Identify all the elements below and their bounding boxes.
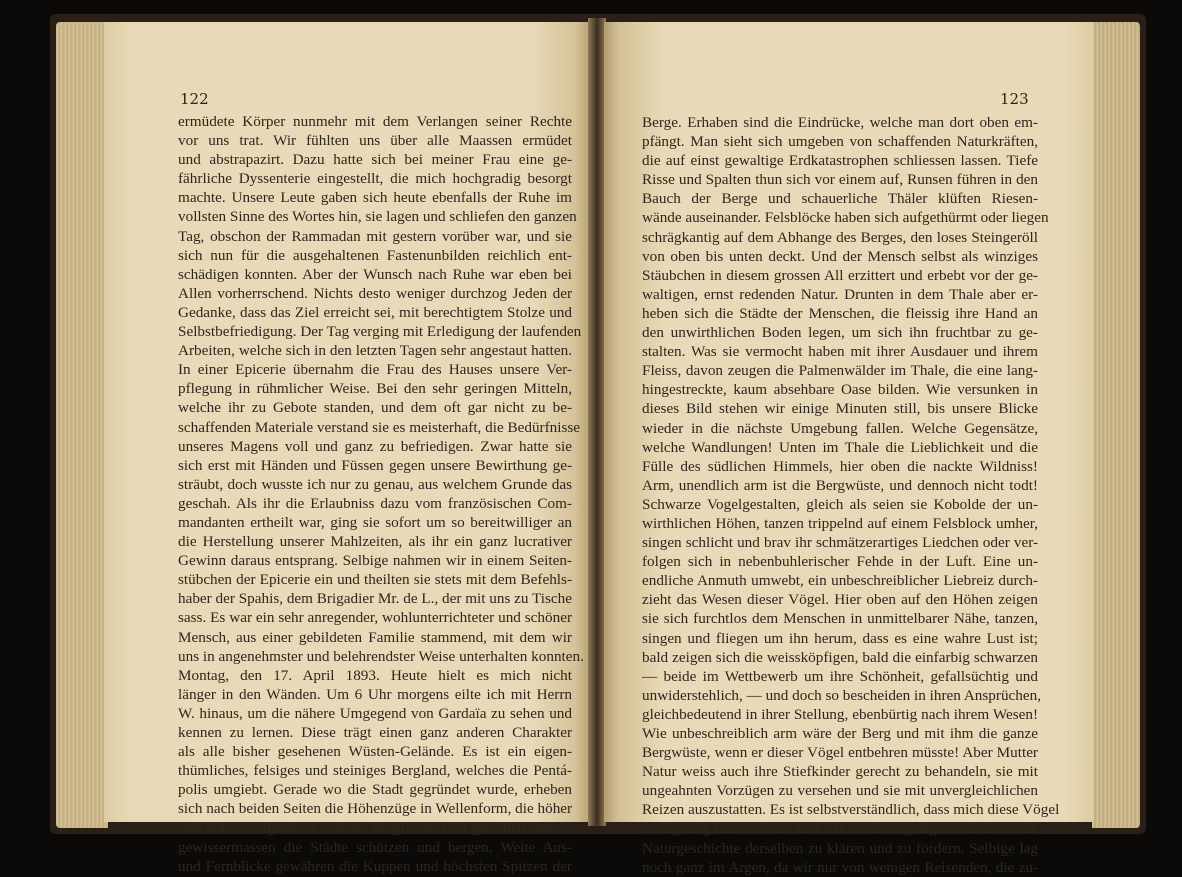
text-line: W. hinaus, um die nähere Umgegend von Gardaïa zu sehen und [178, 704, 572, 722]
text-line: Bergwüste, wenn er dieser Vögel entbehren müsste! Aber Mutter [642, 744, 1038, 762]
text-line: mandanten ertheilt war, ging sie sofort um so bereitwilliger an [178, 513, 572, 531]
text-line: unseres Magens voll und ganz zu befriedigen. Zwar hatte sie [178, 437, 572, 455]
text-line: länger in den Wänden. Um 6 Uhr morgens eilte ich mit Herrn [178, 685, 572, 703]
text-line: Mensch, aus einer gebildeten Familie stammend, mit dem wir [178, 628, 572, 646]
text-line: — beide im Wettbewerb um ihre Schönheit, gefallsüchtig und [642, 667, 1038, 685]
text-line: hochgradig interessirten, und ich es mir angelegen sein liess, die [642, 820, 1038, 838]
left-page-text [178, 112, 584, 876]
text-line: Arm, unendlich arm ist die Bergwüste, und dennoch nicht todt! [642, 476, 1038, 494]
text-line: den unwirthlichen Boden legen, um sich ihn fruchtbar zu ge- [642, 324, 1038, 342]
text-line: pflegung in rühmlicher Weise. Bei den sehr geringen Mitteln, [178, 380, 572, 398]
text-line: Schwarze Vogelgestalten, gleich als seien sie Kobolde der un- [642, 495, 1038, 513]
text-line: stübchen der Epicerie ein und theilten sie stets mit dem Befehls- [178, 571, 572, 589]
text-line: vor uns trat. Wir fühlten uns über alle Maassen ermüdet [178, 132, 572, 150]
text-line: fährliche Dyssenterie eingestellt, die mich hochgradig besorgt [178, 170, 572, 188]
text-line: schrägkantig auf dem Abhange des Berges, den loses Steingeröll [642, 228, 1038, 246]
text-line: und höher steigend zu wahren Bergriesen sich gestalten und so [178, 819, 572, 837]
text-line: Berge. Erhaben sind die Eindrücke, welche man dort oben em- [642, 114, 1038, 131]
page-edges-right [1092, 22, 1140, 828]
text-line: Gedanke, dass das Ziel erreicht sei, mit berechtigtem Stolze und [178, 303, 572, 321]
text-line: kennen zu lernen. Diese trägt einen ganz anderen Charakter [178, 724, 572, 741]
text-line: Stäubchen in diesem grossen All erzittert und erbebt vor der ge- [642, 266, 1038, 284]
text-line: Montag, den 17. April 1893. Heute hielt es mich nicht [178, 666, 572, 684]
text-line: pfängt. Man sieht sich umgeben von schaffenden Naturkräften, [642, 133, 1038, 151]
text-line: Reizen auszustatten. Es ist selbstverständlich, dass mich diese Vögel [642, 801, 1060, 819]
text-line: Bauch der Berge und schauerliche Thäler klüften Riesen- [642, 190, 1038, 208]
text-line: sich nach beiden Seiten die Höhenzüge in Wellenform, die höher [178, 800, 573, 818]
left-page [104, 22, 590, 875]
text-line: vollsten Sinne des Wortes hin, sie lagen und schliefen den ganzen [178, 208, 577, 226]
text-line: folgen sich in nebenbuhlerischer Fehde in der Luft. Eine un- [642, 553, 1038, 571]
text-line: singen und fliegen um ihn herum, dass es eine wahre Lust ist; [642, 629, 1038, 647]
text-line: thümliches, felsiges und steiniges Bergland, welches die Pentá- [178, 762, 572, 780]
text-line: waltigen, ernst redenden Natur. Drunten in dem Thale aber er- [642, 285, 1038, 303]
text-line: schaffenden Materiale verstand sie es meisterhaft, die Bedürfnisse [178, 418, 581, 436]
text-line: Fleiss, davon zeugen die Palmenwälder im Thale, die eine lang- [642, 362, 1038, 380]
text-line: sass. Es war ein sehr anregender, wohlunterrichteter und schöner [178, 609, 572, 627]
page-number-right: 123 [1000, 90, 1029, 108]
text-line: stalten. Was sie vermocht haben mit ihrer Ausdauer und ihrem [642, 343, 1038, 361]
text-line: ungeahnten Vorzügen zu versehen und sie mit unvergleichlichen [642, 782, 1038, 800]
text-line: machte. Unsere Leute gaben sich heute ebenfalls der Ruhe im [178, 189, 572, 207]
text-line: Risse und Spalten thun sich vor einem auf, Runsen führen in den [642, 171, 1038, 189]
text-line: heben sich die Städte der Menschen, die fleissig ihre Hand an [642, 304, 1038, 322]
text-line: sträubt, doch wusste ich nur zu genau, aus welchem Grunde das [178, 475, 572, 493]
text-line: zieht das Wesen dieser Vögel. Hier oben auf den Höhen zeigen [642, 591, 1038, 609]
text-line: singen schlicht und brav ihr schmätzerartiges Liedchen oder ver- [642, 534, 1038, 552]
text-line: sie sich furchtlos dem Menschen in unmittelbarer Nähe, tanzen, [642, 610, 1038, 628]
text-line: In einer Epicerie übernahm die Frau des Hauses unsere Ver- [178, 361, 572, 379]
text-line: wieder in die nächste Umgebung fallen. Welche Gegensätze, [642, 419, 1038, 437]
text-line: dieses Bild stehen wir einige Minuten still, bis unsere Blicke [642, 400, 1038, 418]
text-line: wirthlichen Höhen, tanzen trippelnd auf einem Felsblock umher, [642, 514, 1038, 532]
text-line: noch ganz im Argen, da wir nur von wenigen Reisenden, die zu- [642, 858, 1038, 876]
text-line: die Herstellung unserer Mahlzeiten, als ihr ein ganz lucrativer [178, 533, 572, 551]
text-line: die auf einst gewaltige Erdkatastrophen schliessen lassen. Tiefe [642, 152, 1038, 170]
text-line: und abstrapazirt. Dazu hatte sich bei meiner Frau eine ge- [178, 151, 572, 169]
text-line: Natur weiss auch ihre Stiefkinder gerecht zu behandeln, sie mit [642, 763, 1038, 781]
text-line: Tag, obschon der Rammadan mit gestern vorüber war, und sie [178, 227, 572, 245]
right-page [604, 22, 1094, 876]
text-line: polis umgiebt. Gerade wo die Stadt gegründet wurde, erheben [178, 781, 572, 799]
text-line: gewissermassen die Städte schützen und bergen. Weite Aus- [178, 838, 572, 856]
text-line: wände auseinander. Felsblöcke haben sich aufgethürmt oder liegen [642, 209, 1049, 227]
page-edges-left [56, 22, 108, 828]
text-line: ermüdete Körper nunmehr mit dem Verlangen seiner Rechte [178, 113, 572, 130]
text-line: welche Wandlungen! Unten im Thale die Lieblichkeit und die [642, 438, 1038, 456]
text-line: Allen vorherrschend. Nichts desto weniger durchzog Jeden der [178, 284, 572, 302]
text-line: gleichbedeutend in ihrer Stellung, ebenbürtig nach ihrem Wesen! [642, 705, 1038, 723]
text-line: sich nun für die ausgehaltenen Fastenunbilden reichlich ent- [178, 246, 572, 264]
text-line: bald zeigen sich die weissköpfigen, bald die einfarbig schwarzen [642, 648, 1038, 666]
text-line: schädigen konnten. Aber der Wunsch nach Ruhe war eben bei [178, 265, 572, 283]
text-line: Gewinn daraus entsprang. Selbige nahmen wir in einem Seiten- [178, 552, 572, 570]
text-line: haber der Spahis, dem Brigadier Mr. de L., der mit uns zu Tische [178, 590, 572, 608]
page-number-left: 122 [180, 90, 209, 108]
text-line: Wie unbeschreiblich arm wäre der Berg und mit ihm die ganze [642, 725, 1038, 742]
text-line: uns in angenehmster und belehrendster Weise unterhalten konnten. [178, 647, 584, 665]
text-line: und Fernblicke gewähren die Kuppen und höchsten Spitzen der [178, 857, 572, 875]
text-line: unwiderstehlich, — und doch so bescheiden in ihren Ansprüchen, [642, 686, 1042, 704]
text-line: Fülle des südlichen Himmels, hier oben die nackte Wildniss! [642, 457, 1038, 475]
right-page-text [642, 113, 1060, 877]
text-line: sich erst mit Händen und Füssen gegen unsere Bewirthung ge- [178, 456, 572, 474]
text-line: endliche Anmuth umwebt, ein unbeschreiblicher Liebreiz durch- [642, 572, 1038, 590]
text-line: welche ihr zu Gebote standen, und dem oft gar nicht zu be- [178, 399, 572, 417]
text-line: hingestreckte, kaum absehbare Oase bilden. Wie versunken in [642, 381, 1038, 399]
text-line: Arbeiten, welche sich in den letzten Tagen sehr angestaut hatten. [178, 342, 572, 360]
text-line: als alle bisher gesehenen Wüsten-Gelände. Es ist ein eigen- [178, 743, 572, 761]
text-line: Selbstbefriedigung. Der Tag verging mit Erledigung der laufenden [178, 323, 582, 341]
text-line: Naturgeschichte derselben zu klären und zu fördern. Selbige lag [642, 839, 1038, 857]
text-line: von oben bis unten deckt. Und der Mensch selbst als winziges [642, 247, 1038, 265]
text-line: geschah. Als ihr die Erlaubniss dazu vom französischen Com- [178, 494, 572, 512]
